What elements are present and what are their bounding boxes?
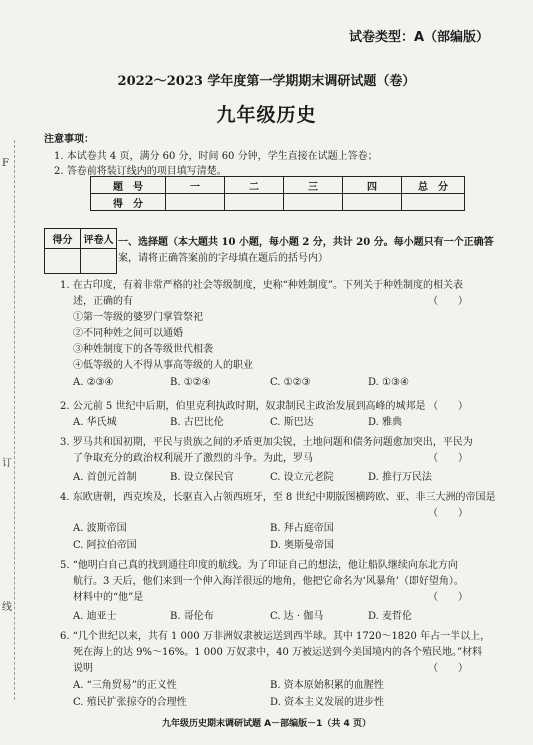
option[interactable]: A. “三角贸易”的正义性 — [73, 680, 177, 691]
question-text: 2. 公元前 5 世纪中后期，伯里克利执政时期，奴隶制民主政治发展到高峰的城邦是 — [60, 401, 426, 412]
option[interactable]: A. ②③④ — [73, 377, 114, 388]
option[interactable]: B. ①②④ — [170, 377, 211, 388]
question-text: 死在海上的达 9%～16%。1 000 万奴隶中，40 万被运送到今美国境内的各个殖民地。”材料 — [73, 647, 483, 658]
note-item: 1. 本试卷共 4 页，满分 60 分，时间 60 分钟，学生直接在试题上答卷； — [54, 151, 378, 162]
option[interactable]: A. 首创元首制 — [73, 472, 137, 483]
question-text: 航行。3 天后，他们来到一个伸入海洋很远的地角，他把它命名为‘风暴角’（即好望角）。 — [73, 576, 464, 587]
option[interactable]: A. 波斯帝国 — [73, 523, 127, 534]
notes-heading: 注意事项： — [44, 134, 94, 145]
answer-bracket[interactable]: （ ） — [428, 508, 468, 519]
grader-header: 得分 — [45, 229, 81, 249]
note-item: 2. 答卷前将装订线内的项目填写清楚。 — [54, 166, 227, 177]
question-text: 1. 在古印度，有着非常严格的社会等级制度，史称“种姓制度”。下列关于种姓制度的相关表 — [60, 280, 463, 291]
statement: ④低等级的人不得从事高等级的人的职业 — [73, 360, 253, 371]
margin-mark-bottom: 线 — [2, 602, 12, 613]
score-header: 总 分 — [402, 177, 465, 194]
statement: ②不同种姓之间可以通婚 — [73, 328, 183, 339]
answer-bracket[interactable]: （ ） — [428, 663, 468, 674]
score-table — [90, 176, 465, 211]
option[interactable]: D. 麦哲伦 — [368, 611, 413, 622]
option[interactable]: B. 古巴比伦 — [170, 417, 224, 428]
answer-bracket[interactable]: （ ） — [428, 401, 468, 412]
option[interactable]: C. ①②③ — [270, 377, 311, 388]
section-heading-cont: 案，请将正确答案前的字母填在题后的括号内） — [118, 253, 328, 264]
exam-title: 2022～2023 学年度第一学期期末调研试题（卷） — [117, 74, 416, 89]
question-text: 了争取充分的政治权利展开了激烈的斗争。为此，罗马 — [73, 453, 313, 464]
score-cell[interactable] — [166, 194, 225, 211]
option[interactable]: C. 阿拉伯帝国 — [73, 540, 137, 551]
option[interactable]: A. 迪亚士 — [73, 611, 117, 622]
page-footer: 九年级历史期末调研试题 A－部编版－1（共 4 页） — [162, 719, 371, 729]
question-text: 5. “他明白自己真的找到通往印度的航线。为了印证自己的想法，他让船队继续向东北方向 — [60, 560, 458, 571]
option[interactable]: C. 斯巴达 — [270, 417, 314, 428]
question-text: 说明 — [73, 663, 93, 674]
statement: ③种姓制度下的各等级世代相袭 — [73, 344, 213, 355]
option[interactable]: B. 设立保民官 — [170, 472, 234, 483]
question-text: 6. “几个世纪以来，共有 1 000 万非洲奴隶被运送到西半球。其中 1720～1820 年占一半以上， — [60, 631, 491, 642]
option[interactable]: A. 华氏城 — [73, 417, 117, 428]
grader-cell[interactable] — [45, 249, 81, 274]
subject-title: 九年级历史 — [216, 104, 317, 126]
margin-mark-middle: 订 — [2, 458, 12, 469]
grader-header: 评卷人 — [81, 229, 117, 249]
score-cell[interactable] — [343, 194, 402, 211]
option[interactable]: C. 达 · 伽马 — [270, 611, 324, 622]
option[interactable]: D. 奥斯曼帝国 — [270, 540, 335, 551]
grader-table — [44, 228, 117, 274]
option[interactable]: D. 雅典 — [368, 417, 403, 428]
score-cell[interactable] — [402, 194, 465, 211]
option[interactable]: D. 推行万民法 — [368, 472, 433, 483]
answer-bracket[interactable]: （ ） — [428, 296, 468, 307]
statement: ①第一等级的婆罗门掌管祭祀 — [73, 312, 203, 323]
binding-line — [14, 140, 15, 700]
question-text: 4. 东欧唐朝，西克埃及，长驱直入占领西班牙，至 8 世纪中期版图横跨欧、亚、非三大洲的帝国是 — [60, 492, 496, 503]
answer-bracket[interactable]: （ ） — [428, 453, 468, 464]
option[interactable]: C. 设立元老院 — [270, 472, 334, 483]
score-header: 题 号 — [91, 177, 166, 194]
grader-cell[interactable] — [81, 249, 117, 274]
option[interactable]: B. 哥伦布 — [170, 611, 214, 622]
question-text: 述，正确的有 — [73, 296, 133, 307]
section-heading: 一、选择题（本大题共 10 小题，每小题 2 分，共计 20 分。每小题只有一个正确答 — [118, 237, 494, 248]
question-text: 材料中的“他”是 — [73, 592, 144, 603]
option[interactable]: B. 拜占庭帝国 — [270, 523, 334, 534]
score-header: 二 — [225, 177, 284, 194]
answer-bracket[interactable]: （ ） — [428, 592, 468, 603]
score-header: 四 — [343, 177, 402, 194]
exam-type-label: 试卷类型：A（部编版） — [348, 30, 489, 45]
score-cell[interactable] — [225, 194, 284, 211]
question-text: 3. 罗马共和国初期，平民与贵族之间的矛盾更加尖锐，土地问题和债务问题愈加突出，平民为 — [60, 437, 473, 448]
option[interactable]: C. 殖民扩张掠夺的合理性 — [73, 697, 187, 708]
margin-mark-top: F — [2, 158, 9, 169]
option[interactable]: B. 资本原始积累的血腥性 — [270, 680, 384, 691]
score-cell[interactable] — [284, 194, 343, 211]
score-header: 一 — [166, 177, 225, 194]
score-header: 三 — [284, 177, 343, 194]
option[interactable]: D. ①③④ — [368, 377, 409, 388]
option[interactable]: D. 资本主义发展的进步性 — [270, 697, 385, 708]
score-row-label: 得 分 — [91, 194, 166, 211]
